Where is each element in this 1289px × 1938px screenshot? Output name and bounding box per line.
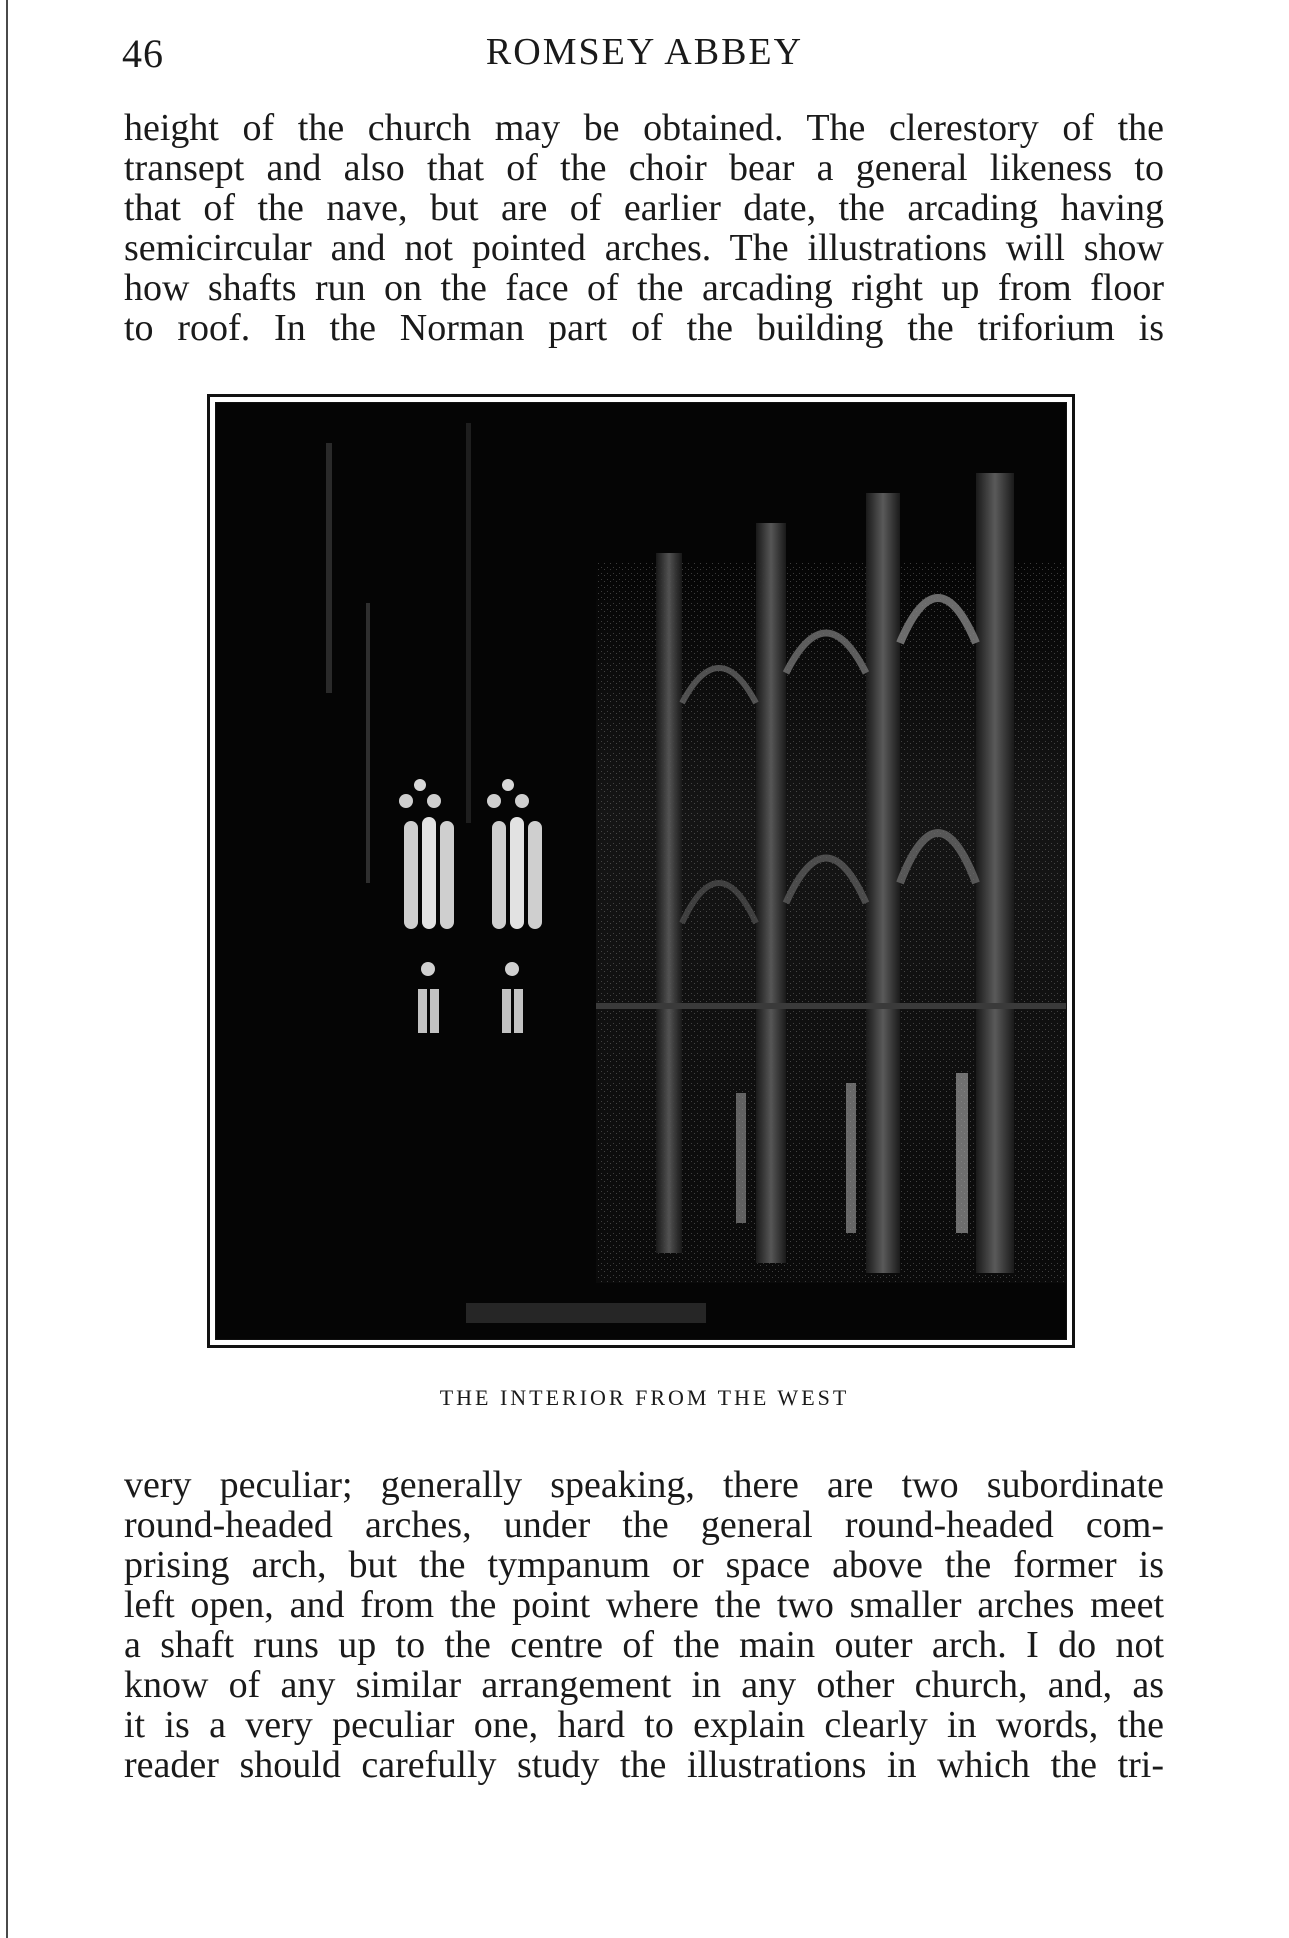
figure-caption: THE INTERIOR FROM THE WEST: [439, 1385, 850, 1410]
text-line: round-headed arches, under the general round-headed com-: [124, 1504, 1164, 1546]
text-line: height of the church may be obtained. The clerestory of the: [124, 107, 1164, 149]
paragraph-bottom: [124, 1465, 1164, 1785]
text-line: left open, and from the point where the two smaller arches meet: [124, 1584, 1164, 1626]
paragraph-top: [124, 108, 1164, 348]
text-line: know of any similar arrangement in any other church, and, as: [124, 1664, 1164, 1706]
text-line: transept and also that of the choir bear a general likeness to: [124, 147, 1164, 189]
text-line: reader should carefully study the illustrations in which the tri-: [124, 1744, 1164, 1786]
nave-arcade-right: [596, 473, 1066, 1283]
page-number: 46: [122, 31, 164, 76]
text-line: to roof. In the Norman part of the building the triforium is: [124, 307, 1164, 349]
running-title: ROMSEY ABBEY: [485, 31, 804, 73]
abbey-interior-drawing: [216, 403, 1066, 1339]
illustration-plate: [207, 394, 1075, 1348]
binding-edge-line: [6, 0, 8, 1938]
text-line: very peculiar; generally speaking, there are two subordinate: [124, 1464, 1164, 1506]
abbey-interior-photograph: [215, 402, 1067, 1340]
text-line: semicircular and not pointed arches. The illustrations will show: [124, 227, 1164, 269]
text-line: that of the nave, but are of earlier date, the arcading having: [124, 187, 1164, 229]
text-line: how shafts run on the face of the arcading right up from floor: [124, 267, 1164, 309]
text-line: a shaft runs up to the centre of the main outer arch. I do not: [124, 1624, 1164, 1666]
text-line: prising arch, but the tympanum or space above the former is: [124, 1544, 1164, 1586]
text-line: it is a very peculiar one, hard to explain clearly in words, the: [124, 1704, 1164, 1746]
nave-floor: [466, 1303, 706, 1323]
